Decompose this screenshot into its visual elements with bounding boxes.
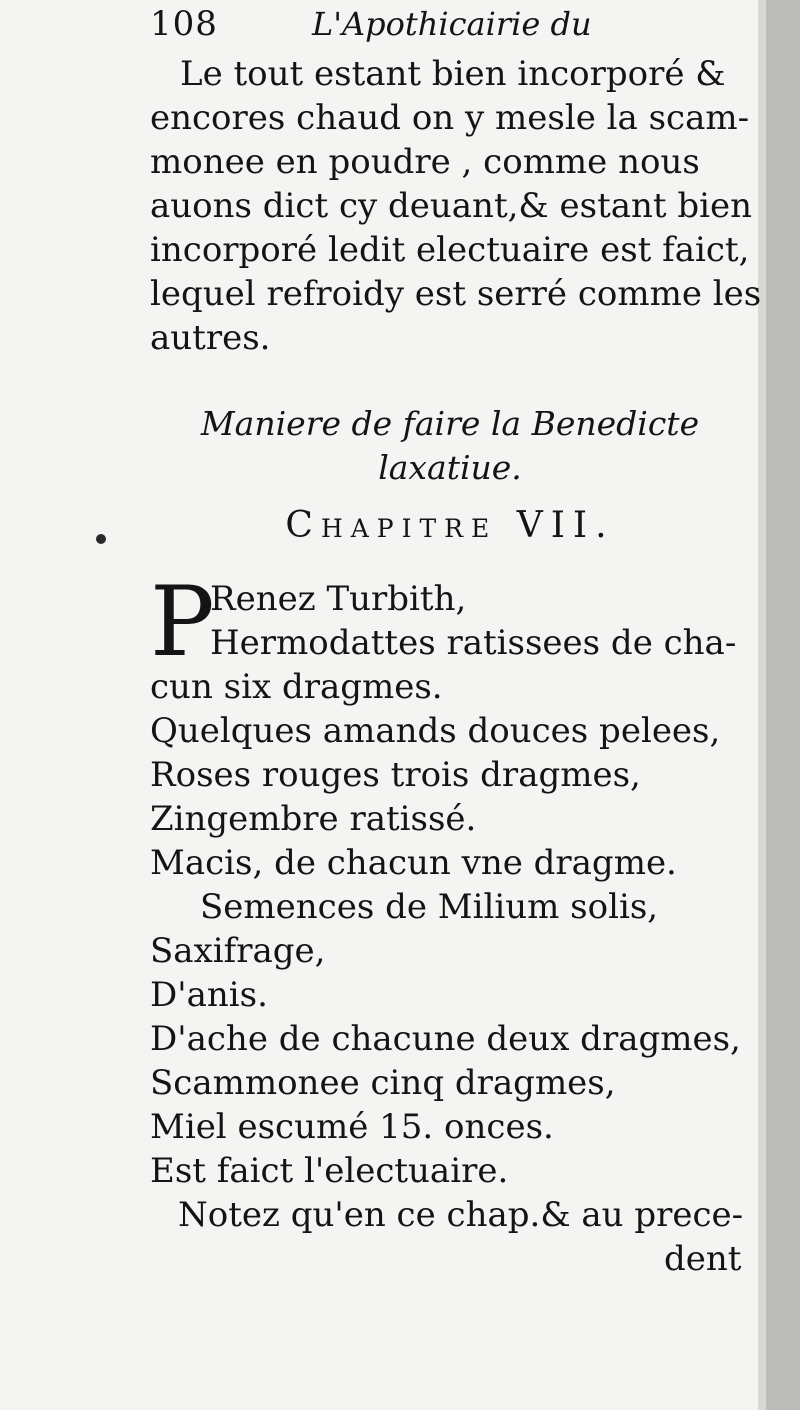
recipe-line: D'anis.	[150, 975, 268, 1015]
paragraph-line: incorporé ledit electuaire est faict,	[150, 230, 750, 270]
drop-cap: P	[150, 566, 215, 678]
recipe-line: Miel escumé 15. onces.	[150, 1107, 554, 1147]
paragraph-line: monee en poudre , comme nous	[150, 142, 700, 182]
catchword: dent	[664, 1239, 742, 1279]
section-heading-line-1: Maniere de faire la Benedicte	[200, 404, 700, 443]
paragraph-line: autres.	[150, 318, 271, 358]
running-head	[150, 4, 750, 44]
paragraph-line: encores chaud on y mesle la scam-	[150, 98, 750, 138]
paragraph-line: Le tout estant bien incorporé &	[180, 54, 726, 94]
recipe-line: Notez qu'en ce chap.& au prece-	[178, 1195, 744, 1235]
recipe-line: D'ache de chacune deux dragmes,	[150, 1019, 741, 1059]
recipe-line: Macis, de chacun vne dragme.	[150, 843, 677, 883]
ink-speck	[96, 534, 106, 544]
recipe-line: Est faict l'electuaire.	[150, 1151, 509, 1191]
page-gutter-shadow	[758, 0, 766, 1410]
recipe-line: Semences de Milium solis,	[200, 887, 659, 927]
recipe-line: Quelques amands douces pelees,	[150, 711, 721, 751]
recipe-line: cun six dragmes.	[150, 667, 443, 707]
recipe-line: Zingembre ratissé.	[150, 799, 477, 839]
recipe-line: Roses rouges trois dragmes,	[150, 755, 641, 795]
paragraph-line: auons dict cy deuant,& estant bien	[150, 186, 753, 226]
page-edge	[766, 0, 800, 1410]
recipe-line: Renez Turbith,	[210, 579, 467, 619]
page-number: 108	[150, 4, 218, 44]
running-title: L'Apothicairie du	[312, 5, 592, 43]
recipe-line: Hermodattes ratissees de cha-	[210, 623, 737, 663]
chapter-title: Chapitre VII.	[285, 505, 615, 546]
recipe-line: Saxifrage,	[150, 931, 326, 971]
recipe-line: Scammonee cinq dragmes,	[150, 1063, 616, 1103]
section-heading-line-2: laxatiue.	[378, 448, 522, 487]
paragraph-line: lequel refroidy est serré comme les	[150, 274, 762, 314]
